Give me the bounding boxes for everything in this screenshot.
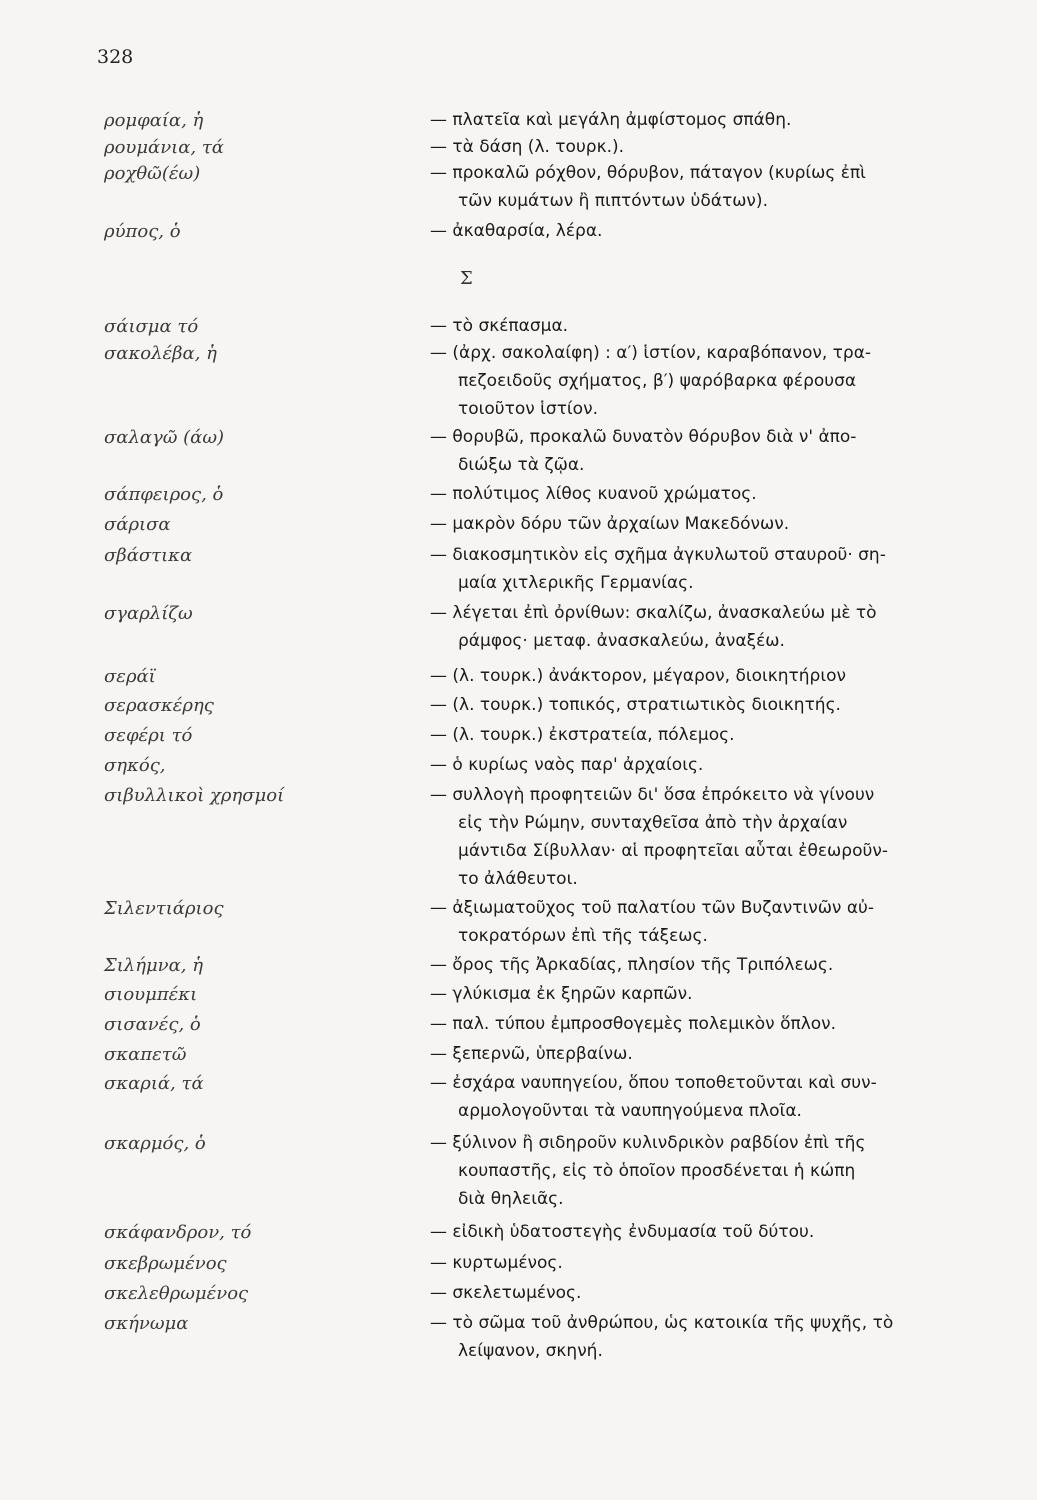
entry-definition-line: — κυρτωμένος. [430,1253,563,1273]
entry-definition-line: — εἰδικὴ ὑδατοστεγὴς ἐνδυμασία τοῦ δύτου. [430,1222,815,1242]
entry-definition-line: — τὸ σῶμα τοῦ ἀνθρώπου, ὡς κατοικία τῆς ψυχῆς, τὸ [430,1313,894,1333]
entry-term: σεράϊ [104,666,156,687]
glossary-entry [0,316,1037,337]
entry-definition-line: το ἀλάθευτοι. [458,869,578,889]
entry-definition-line: — ὄρος τῆς Ἀρκαδίας, πλησίον τῆς Τριπόλεως. [430,955,834,975]
entry-definition-line: μαία χιτλερικῆς Γερμανίας. [458,573,694,593]
entry-term: σάισμα τό [104,316,199,337]
entry-term: σαλαγῶ (άω) [104,427,225,448]
glossary-entry [0,1253,1037,1274]
glossary-entry [0,484,1037,505]
entry-term: ρομφαία, ἡ [104,110,204,131]
glossary-entry [0,343,1037,419]
glossary-entry [0,755,1037,776]
entry-term: σκαπετῶ [104,1044,187,1065]
entry-term: σκάφανδρον, τό [104,1222,252,1243]
entry-term: σιουμπέκι [104,984,198,1005]
entry-term: σιβυλλικοὶ χρησμοί [104,785,285,806]
entry-term: σκεβρωμένος [104,1253,227,1274]
entry-definition-line: αρμολογοῦνται τὰ ναυπηγούμενα πλοῖα. [458,1101,802,1121]
entry-term: σκαριά, τά [104,1073,204,1094]
entry-definition-line: — (λ. τουρκ.) ἀνάκτορον, μέγαρον, διοικητήριον [430,666,847,686]
entry-definition-line: — πλατεῖα καὶ μεγάλη ἀμφίστομος σπάθη. [430,110,792,130]
entry-definition-line: πεζοειδοῦς σχήματος, β′) ψαρόβαρκα φέρουσα [458,371,857,391]
entry-definition-line: — διακοσμητικὸν εἰς σχῆμα ἀγκυλωτοῦ σταυροῦ· ση- [430,545,886,565]
entry-definition-line: — ξεπερνῶ, ὑπερβαίνω. [430,1044,633,1064]
glossary-entry [0,1014,1037,1035]
entry-term: σηκός, [104,755,166,776]
entry-term: ρύπος, ὁ [104,221,181,242]
glossary-entry [0,1283,1037,1304]
entry-definition-line: — τὰ δάση (λ. τουρκ.). [430,137,625,157]
entry-definition-line: — πολύτιμος λίθος κυανοῦ χρώματος. [430,484,757,504]
entry-definition-line: — (ἀρχ. σακολαίφη) : α′) ἱστίον, καραβόπανον, τρα- [430,343,872,363]
entry-definition-line: — λέγεται ἐπὶ ὀρνίθων: σκαλίζω, ἀνασκαλεύω μὲ τὸ [430,603,877,623]
entry-definition-line: εἰς τὴν Ρώμην, συνταχθεῖσα ἀπὸ τὴν ἀρχαίαν [458,813,848,833]
glossary-entry [0,545,1037,593]
entry-term: σεφέρι τό [104,725,193,746]
entry-definition-line: — σκελετωμένος. [430,1283,582,1303]
entry-definition-line: — συλλογὴ προφητειῶν δι' ὅσα ἐπρόκειτο νὰ γίνουν [430,785,875,805]
entry-term: σκελεθρωμένος [104,1283,249,1304]
section-letter-heading: Σ [460,268,473,289]
glossary-entry [0,955,1037,976]
entry-term: σισανές, ὁ [104,1014,201,1035]
entry-term: ροχθῶ(έω) [104,163,201,184]
entry-term: Σιλεντιάριος [104,898,224,919]
glossary-entry [0,785,1037,889]
entry-definition-line: — ξύλινον ἢ σιδηροῦν κυλινδρικὸν ραβδίον ἐπὶ τῆς [430,1133,866,1153]
glossary-entry [0,984,1037,1005]
entry-term: ρουμάνια, τά [104,137,224,158]
entry-definition-line: — μακρὸν δόρυ τῶν ἀρχαίων Μακεδόνων. [430,514,790,534]
glossary-entry [0,695,1037,716]
entry-term: σακολέβα, ἡ [104,343,217,364]
entry-definition-line: — (λ. τουρκ.) τοπικός, στρατιωτικὸς διοικητής. [430,695,841,715]
entry-definition-line: μάντιδα Σίβυλλαν· αἱ προφητεῖαι αὗται ἐθεωροῦν- [458,841,888,861]
entry-definition-line: — παλ. τύπου ἐμπροσθογεμὲς πολεμικὸν ὅπλον. [430,1014,837,1034]
glossary-entry [0,514,1037,535]
entry-definition-line: — (λ. τουρκ.) ἐκστρατεία, πόλεμος. [430,725,735,745]
entry-definition-line: — ἀξιωματοῦχος τοῦ παλατίου τῶν Βυζαντινῶν αὐ- [430,898,875,918]
glossary-entry [0,1133,1037,1209]
entry-definition-line: — ὁ κυρίως ναὸς παρ' ἀρχαίοις. [430,755,704,775]
entry-term: σβάστικα [104,545,193,566]
glossary-entry [0,1044,1037,1065]
entry-term: Σιλήμνα, ἡ [104,955,203,976]
glossary-entry [0,898,1037,946]
entry-definition-line: τοιοῦτον ἱστίον. [458,399,598,419]
entry-definition-line: — ἐσχάρα ναυπηγείου, ὅπου τοποθετοῦνται καὶ συν- [430,1073,877,1093]
entry-definition-line: — ἀκαθαρσία, λέρα. [430,221,603,241]
entry-definition-line: διώξω τὰ ζῷα. [458,455,585,475]
glossary-entry [0,163,1037,211]
entry-definition-line: τῶν κυμάτων ἢ πιπτόντων ὑδάτων). [458,191,768,211]
entry-definition-line: — γλύκισμα ἐκ ξηρῶν καρπῶν. [430,984,693,1004]
glossary-entry [0,110,1037,131]
glossary-entry [0,137,1037,158]
glossary-entry [0,1073,1037,1121]
glossary-entry [0,666,1037,687]
entry-definition-line: — τὸ σκέπασμα. [430,316,569,336]
entry-definition-line: — προκαλῶ ρόχθον, θόρυβον, πάταγον (κυρίως ἐπὶ [430,163,866,183]
glossary-entry [0,603,1037,651]
glossary-entry [0,725,1037,746]
page-number: 328 [97,46,134,68]
glossary-entry [0,427,1037,475]
entry-term: σερασκέρης [104,695,214,716]
entry-term: σάρισα [104,514,171,535]
glossary-entry [0,1313,1037,1361]
glossary-entry [0,1222,1037,1243]
entry-definition-line: — θορυβῶ, προκαλῶ δυνατὸν θόρυβον διὰ ν' ἀπο- [430,427,857,447]
entry-term: σάπφειρος, ὁ [104,484,224,505]
entry-term: σκήνωμα [104,1313,189,1334]
entry-term: σκαρμός, ὁ [104,1133,206,1154]
entry-definition-line: τοκρατόρων ἐπὶ τῆς τάξεως. [458,926,708,946]
entry-definition-line: λείψανον, σκηνή. [458,1341,603,1361]
entry-term: σγαρλίζω [104,603,193,624]
entry-definition-line: διὰ θηλειᾶς. [458,1189,564,1209]
glossary-entry [0,221,1037,242]
entry-definition-line: κουπαστῆς, εἰς τὸ ὁποῖον προσδένεται ἡ κώπη [458,1161,856,1181]
entry-definition-line: ράμφος· μεταφ. ἀνασκαλεύω, ἀναξέω. [458,631,785,651]
